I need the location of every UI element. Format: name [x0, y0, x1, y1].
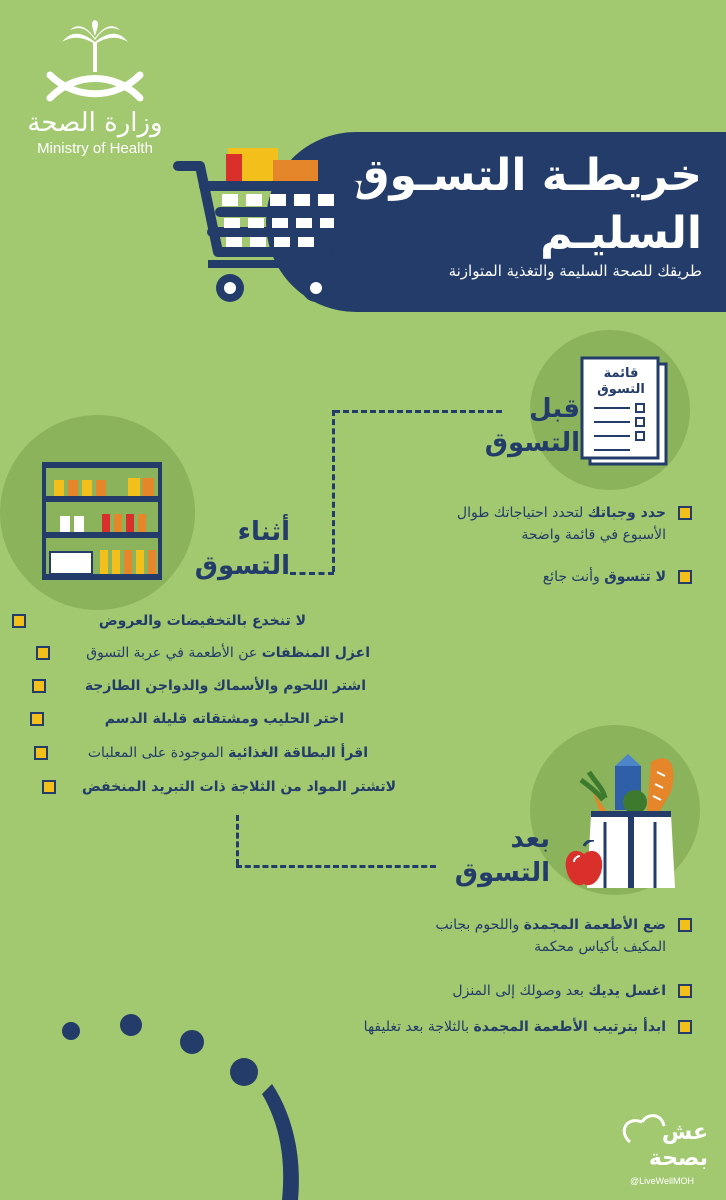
bullet-square-icon: [678, 506, 692, 520]
page-title-line2: السليـم: [540, 208, 702, 259]
bullet-square-icon: [34, 746, 48, 760]
logo-arabic-text: وزارة الصحة: [27, 108, 163, 138]
bullet-square-icon: [42, 780, 56, 794]
list-item: اختر الحليب ومشتقاته قليلة الدسم: [44, 708, 344, 730]
live-well-logo: [612, 1112, 712, 1192]
bullet-square-icon: [678, 570, 692, 584]
list-card-title-1: قائمة: [603, 366, 639, 381]
list-card-title-2: التسوق: [597, 382, 645, 397]
shopping-cart-icon: [168, 140, 368, 310]
bullet-square-icon: [32, 679, 46, 693]
page-title: خريطـة التسـوق: [350, 150, 702, 201]
list-item: اقرأ البطاقة الغذائية الموجودة على المعلبات: [48, 742, 368, 764]
store-shelves-icon: [42, 462, 164, 582]
list-item: لا تتسوق وأنت جائع: [326, 566, 666, 588]
list-item: لاتشتر المواد من الثلاجة ذات التبريد المنخفض: [56, 776, 396, 798]
connector-before-top: [334, 410, 502, 413]
decor-dot: [230, 1058, 258, 1086]
heading-after-line2: التسوق: [454, 858, 550, 888]
bullet-square-icon: [678, 984, 692, 998]
heading-before-line1: قبل: [529, 394, 580, 424]
list-item: اغسل يديك بعد وصولك إلى المنزل: [306, 980, 666, 1002]
list-item: لا تنخدع بالتخفيضات والعروض: [26, 610, 306, 632]
decor-dot: [180, 1030, 204, 1054]
apple-icon: [564, 840, 604, 888]
ministry-logo: [20, 20, 170, 160]
palm-swords-emblem-icon: [20, 20, 170, 110]
shopping-list-icon: [580, 356, 676, 472]
section-heading-before: [440, 392, 580, 460]
connector-before-vertical: [332, 410, 335, 572]
heading-before-line2: التسوق: [484, 428, 580, 458]
list-item: ابدأ بترتيب الأطعمة المجمدة بالثلاجة بعد تغليفها: [266, 1016, 666, 1038]
bullet-square-icon: [30, 712, 44, 726]
list-item: اعزل المنظفات عن الأطعمة في عربة التسوق: [50, 642, 370, 664]
decor-arc: [262, 1084, 312, 1200]
section-heading-during: [160, 515, 290, 583]
connector-after: [236, 865, 436, 868]
decor-dot: [120, 1014, 142, 1036]
section-heading-after: [440, 822, 550, 890]
live-well-handle: @LiveWellMOH: [630, 1176, 694, 1186]
logo-english-text: Ministry of Health: [37, 140, 153, 157]
bullet-square-icon: [678, 1020, 692, 1034]
list-item: اشتر اللحوم والأسماك والدواجن الطازجة: [46, 675, 366, 697]
live-well-brand-text: عش بصحة: [648, 1120, 708, 1171]
bullet-square-icon: [12, 614, 26, 628]
heading-during-line2: التسوق: [194, 551, 290, 581]
list-item: ضع الأطعمة المجمدة واللحوم بجانب المكيف بأكياس محكمة: [306, 914, 666, 958]
page-subtitle: طريقك للصحة السليمة والتغذية المتوازنة: [448, 262, 702, 280]
heading-during-line1: أثناء: [237, 517, 290, 547]
bullet-square-icon: [36, 646, 50, 660]
list-item: حدد وجباتك لتحدد احتياجاتك طوال الأسبوع في قائمة واضحة: [326, 502, 666, 546]
bullet-square-icon: [678, 918, 692, 932]
heading-after-line1: بعد: [510, 824, 550, 854]
connector-after-vertical: [236, 815, 239, 865]
decor-dot: [62, 1022, 80, 1040]
